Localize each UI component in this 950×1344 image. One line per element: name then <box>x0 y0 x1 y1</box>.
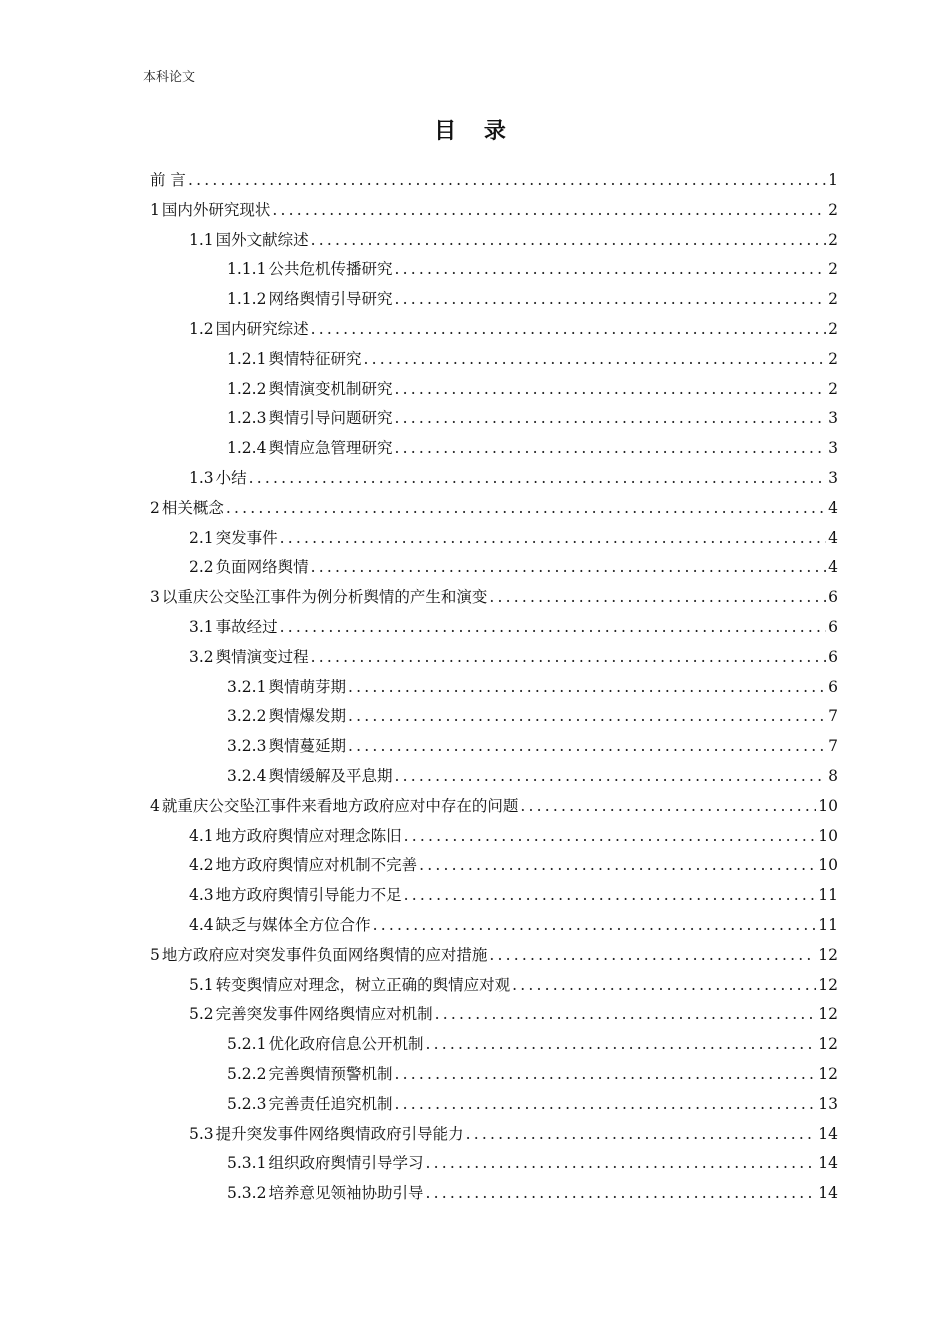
toc-entry-number: 1.2.1 <box>227 349 267 368</box>
toc-leader-dots <box>489 588 826 606</box>
toc-entry-label: 缺乏与媒体全方位合作 <box>215 915 371 934</box>
toc-leader-dots <box>394 260 826 278</box>
toc-entry-number: 4 <box>150 796 160 815</box>
toc-leader-dots <box>419 856 816 874</box>
toc-entry-page: 11 <box>818 915 838 934</box>
toc-entry-label: 突发事件 <box>215 528 278 547</box>
toc-entry[interactable] <box>150 496 838 526</box>
toc-entry-page: 2 <box>828 319 838 338</box>
toc-entry-label: 相关概念 <box>161 498 224 517</box>
toc-entry-page: 6 <box>828 647 838 666</box>
toc-entry-number: 5.3.1 <box>227 1154 267 1173</box>
toc-leader-dots <box>394 380 826 398</box>
toc-entry[interactable] <box>150 943 838 973</box>
toc-entry-number: 3.2.2 <box>227 707 267 726</box>
toc-entry-page: 10 <box>818 826 838 845</box>
toc-entry-number: 5.2 <box>189 1005 214 1024</box>
toc-entry-number: 4.2 <box>189 856 214 875</box>
toc-leader-dots <box>404 886 817 904</box>
toc-leader-dots <box>188 171 826 189</box>
toc-leader-dots <box>272 201 826 219</box>
toc-entry[interactable] <box>150 704 838 734</box>
toc-entry[interactable] <box>150 436 838 466</box>
toc-entry[interactable] <box>150 198 838 228</box>
toc-entry-page: 10 <box>818 856 838 875</box>
toc-entry-number: 1.1 <box>189 230 214 249</box>
toc-entry-number: 2.2 <box>189 558 214 577</box>
toc-entry-label: 事故经过 <box>215 617 278 636</box>
toc-entry-number: 5.3.2 <box>227 1184 267 1203</box>
toc-entry-number: 3.2 <box>189 647 214 666</box>
toc-entry[interactable] <box>150 1002 838 1032</box>
toc-entry-page: 4 <box>828 558 838 577</box>
toc-leader-dots <box>311 320 826 338</box>
toc-entry-label: 舆情引导问题研究 <box>268 409 393 428</box>
toc-leader-dots <box>520 797 816 815</box>
toc-leader-dots <box>394 409 826 427</box>
toc-entry[interactable] <box>150 1062 838 1092</box>
toc-entry-page: 1 <box>828 171 838 189</box>
toc-entry[interactable] <box>150 973 838 1003</box>
toc-entry[interactable] <box>150 287 838 317</box>
toc-leader-dots <box>466 1125 817 1143</box>
toc-entry-label: 舆情爆发期 <box>268 707 346 726</box>
toc-leader-dots <box>425 1154 816 1172</box>
toc-entry-page: 2 <box>828 260 838 279</box>
toc-leader-dots <box>311 231 826 249</box>
toc-entry-page: 4 <box>828 498 838 517</box>
toc-entry-number: 2.1 <box>189 528 214 547</box>
toc-entry-label: 负面网络舆情 <box>215 558 309 577</box>
toc-entry-number: 5.1 <box>189 975 214 994</box>
toc-entry[interactable] <box>150 317 838 347</box>
toc-leader-dots <box>348 707 826 725</box>
toc-entry[interactable] <box>150 377 838 407</box>
toc-entry[interactable] <box>150 1151 838 1181</box>
toc-entry-label: 国内外研究现状 <box>161 200 271 219</box>
toc-entry[interactable] <box>150 853 838 883</box>
toc-entry-number: 5.2.2 <box>227 1064 267 1083</box>
toc-entry-page: 2 <box>828 290 838 309</box>
toc-entry[interactable] <box>150 824 838 854</box>
toc-leader-dots <box>425 1035 816 1053</box>
toc-entry[interactable] <box>150 675 838 705</box>
toc-entry-label: 完善舆情预警机制 <box>268 1064 393 1083</box>
toc-entry[interactable] <box>150 734 838 764</box>
toc-entry[interactable] <box>150 1032 838 1062</box>
toc-entry-label: 舆情特征研究 <box>268 349 362 368</box>
toc-entry-page: 14 <box>818 1154 838 1173</box>
toc-entry-page: 2 <box>828 200 838 219</box>
toc-entry[interactable] <box>150 168 838 198</box>
table-of-contents <box>150 168 838 1211</box>
toc-leader-dots <box>512 976 816 994</box>
toc-entry[interactable] <box>150 585 838 615</box>
toc-entry-label: 完善突发事件网络舆情应对机制 <box>215 1005 433 1024</box>
toc-entry-page: 12 <box>818 1005 838 1024</box>
toc-leader-dots <box>280 618 826 636</box>
toc-title: 目 录 <box>434 119 516 144</box>
toc-entry[interactable] <box>150 764 838 794</box>
toc-entry-label: 提升突发事件网络舆情政府引导能力 <box>215 1124 464 1143</box>
toc-entry[interactable] <box>150 526 838 556</box>
toc-entry-label: 培养意见领袖协助引导 <box>268 1184 424 1203</box>
toc-entry-number: 4.1 <box>189 826 214 845</box>
toc-entry-label: 舆情缓解及平息期 <box>268 766 393 785</box>
toc-entry-number: 1.3 <box>189 468 214 487</box>
toc-leader-dots <box>435 1005 817 1023</box>
toc-entry-page: 3 <box>828 468 838 487</box>
toc-entry-label: 舆情演变过程 <box>215 647 309 666</box>
toc-leader-dots <box>363 350 826 368</box>
toc-leader-dots <box>394 439 826 457</box>
toc-entry-label: 地方政府应对突发事件负面网络舆情的应对措施 <box>161 945 488 964</box>
toc-entry-label: 前 言 <box>150 171 186 189</box>
toc-entry-label: 公共危机传播研究 <box>268 260 393 279</box>
toc-entry-number: 3.1 <box>189 617 214 636</box>
toc-entry[interactable] <box>150 555 838 585</box>
toc-entry-number: 3.2.3 <box>227 737 267 756</box>
toc-leader-dots <box>280 529 826 547</box>
toc-leader-dots <box>348 678 826 696</box>
toc-leader-dots <box>249 469 826 487</box>
toc-entry-number: 3.2.4 <box>227 766 267 785</box>
toc-entry-page: 7 <box>828 737 838 756</box>
toc-entry-number: 1.2.2 <box>227 379 267 398</box>
toc-entry-page: 14 <box>818 1184 838 1203</box>
toc-entry-page: 2 <box>828 230 838 249</box>
toc-entry-number: 1.2.3 <box>227 409 267 428</box>
toc-entry[interactable] <box>150 466 838 496</box>
toc-entry[interactable] <box>150 1092 838 1122</box>
running-header: 本科论文 <box>143 70 196 85</box>
toc-entry-number: 1.2.4 <box>227 439 267 458</box>
toc-entry[interactable] <box>150 406 838 436</box>
toc-leader-dots <box>404 827 817 845</box>
toc-entry-label: 国外文献综述 <box>215 230 309 249</box>
toc-entry-label: 网络舆情引导研究 <box>268 290 393 309</box>
toc-entry-page: 12 <box>818 1035 838 1054</box>
toc-entry[interactable] <box>150 913 838 943</box>
toc-entry-label: 完善责任追究机制 <box>268 1094 393 1113</box>
toc-entry-number: 1 <box>150 200 160 219</box>
toc-entry-number: 5.2.1 <box>227 1035 267 1054</box>
toc-entry-number: 3.2.1 <box>227 677 267 696</box>
toc-entry-page: 10 <box>818 796 838 815</box>
toc-entry-page: 12 <box>818 975 838 994</box>
toc-entry-label: 组织政府舆情引导学习 <box>268 1154 424 1173</box>
toc-entry[interactable] <box>150 228 838 258</box>
toc-leader-dots <box>489 946 816 964</box>
toc-entry-label: 舆情蔓延期 <box>268 737 346 756</box>
toc-leader-dots <box>226 499 826 517</box>
toc-leader-dots <box>394 1065 816 1083</box>
toc-entry-page: 2 <box>828 379 838 398</box>
toc-entry-page: 6 <box>828 617 838 636</box>
toc-leader-dots <box>373 916 817 934</box>
toc-entry-page: 4 <box>828 528 838 547</box>
toc-leader-dots <box>394 1095 816 1113</box>
toc-entry-label: 转变舆情应对理念，树立正确的舆情应对观 <box>215 975 511 994</box>
toc-entry-number: 2 <box>150 498 160 517</box>
toc-entry-label: 舆情演变机制研究 <box>268 379 393 398</box>
toc-entry-number: 5.3 <box>189 1124 214 1143</box>
toc-leader-dots <box>348 737 826 755</box>
toc-entry-label: 优化政府信息公开机制 <box>268 1035 424 1054</box>
toc-entry-label: 地方政府舆情应对理念陈旧 <box>215 826 402 845</box>
toc-entry-page: 6 <box>828 677 838 696</box>
toc-entry-label: 地方政府舆情引导能力不足 <box>215 886 402 905</box>
toc-leader-dots <box>311 558 826 576</box>
toc-leader-dots <box>311 648 826 666</box>
toc-entry[interactable] <box>150 347 838 377</box>
toc-entry-label: 国内研究综述 <box>215 319 309 338</box>
toc-entry-page: 12 <box>818 1064 838 1083</box>
toc-entry[interactable] <box>150 645 838 675</box>
toc-entry-page: 3 <box>828 409 838 428</box>
toc-leader-dots <box>425 1184 816 1202</box>
toc-entry-label: 地方政府舆情应对机制不完善 <box>215 856 418 875</box>
toc-entry-number: 5.2.3 <box>227 1094 267 1113</box>
toc-entry-page: 14 <box>818 1124 838 1143</box>
toc-entry-page: 13 <box>818 1094 838 1113</box>
toc-entry-number: 4.3 <box>189 886 214 905</box>
toc-entry-label: 小结 <box>215 468 247 487</box>
toc-entry-page: 7 <box>828 707 838 726</box>
toc-leader-dots <box>394 767 826 785</box>
toc-entry-label: 以重庆公交坠江事件为例分析舆情的产生和演变 <box>161 588 488 607</box>
toc-entry-number: 4.4 <box>189 915 214 934</box>
toc-entry-page: 2 <box>828 349 838 368</box>
toc-entry-page: 8 <box>828 766 838 785</box>
toc-entry-label: 就重庆公交坠江事件来看地方政府应对中存在的问题 <box>161 796 519 815</box>
toc-entry-number: 1.1.1 <box>227 260 267 279</box>
toc-entry[interactable] <box>150 794 838 824</box>
toc-entry[interactable] <box>150 883 838 913</box>
toc-entry-number: 1.2 <box>189 319 214 338</box>
toc-entry[interactable] <box>150 1181 838 1211</box>
toc-entry-page: 3 <box>828 439 838 458</box>
toc-entry[interactable] <box>150 1122 838 1152</box>
toc-entry[interactable] <box>150 615 838 645</box>
toc-entry-label: 舆情应急管理研究 <box>268 439 393 458</box>
toc-entry-label: 舆情萌芽期 <box>268 677 346 696</box>
toc-leader-dots <box>394 290 826 308</box>
toc-entry-page: 12 <box>818 945 838 964</box>
toc-entry-number: 5 <box>150 945 160 964</box>
toc-entry-page: 11 <box>818 886 838 905</box>
toc-entry-number: 1.1.2 <box>227 290 267 309</box>
toc-entry-page: 6 <box>828 588 838 607</box>
toc-entry[interactable] <box>150 257 838 287</box>
toc-entry-number: 3 <box>150 588 160 607</box>
